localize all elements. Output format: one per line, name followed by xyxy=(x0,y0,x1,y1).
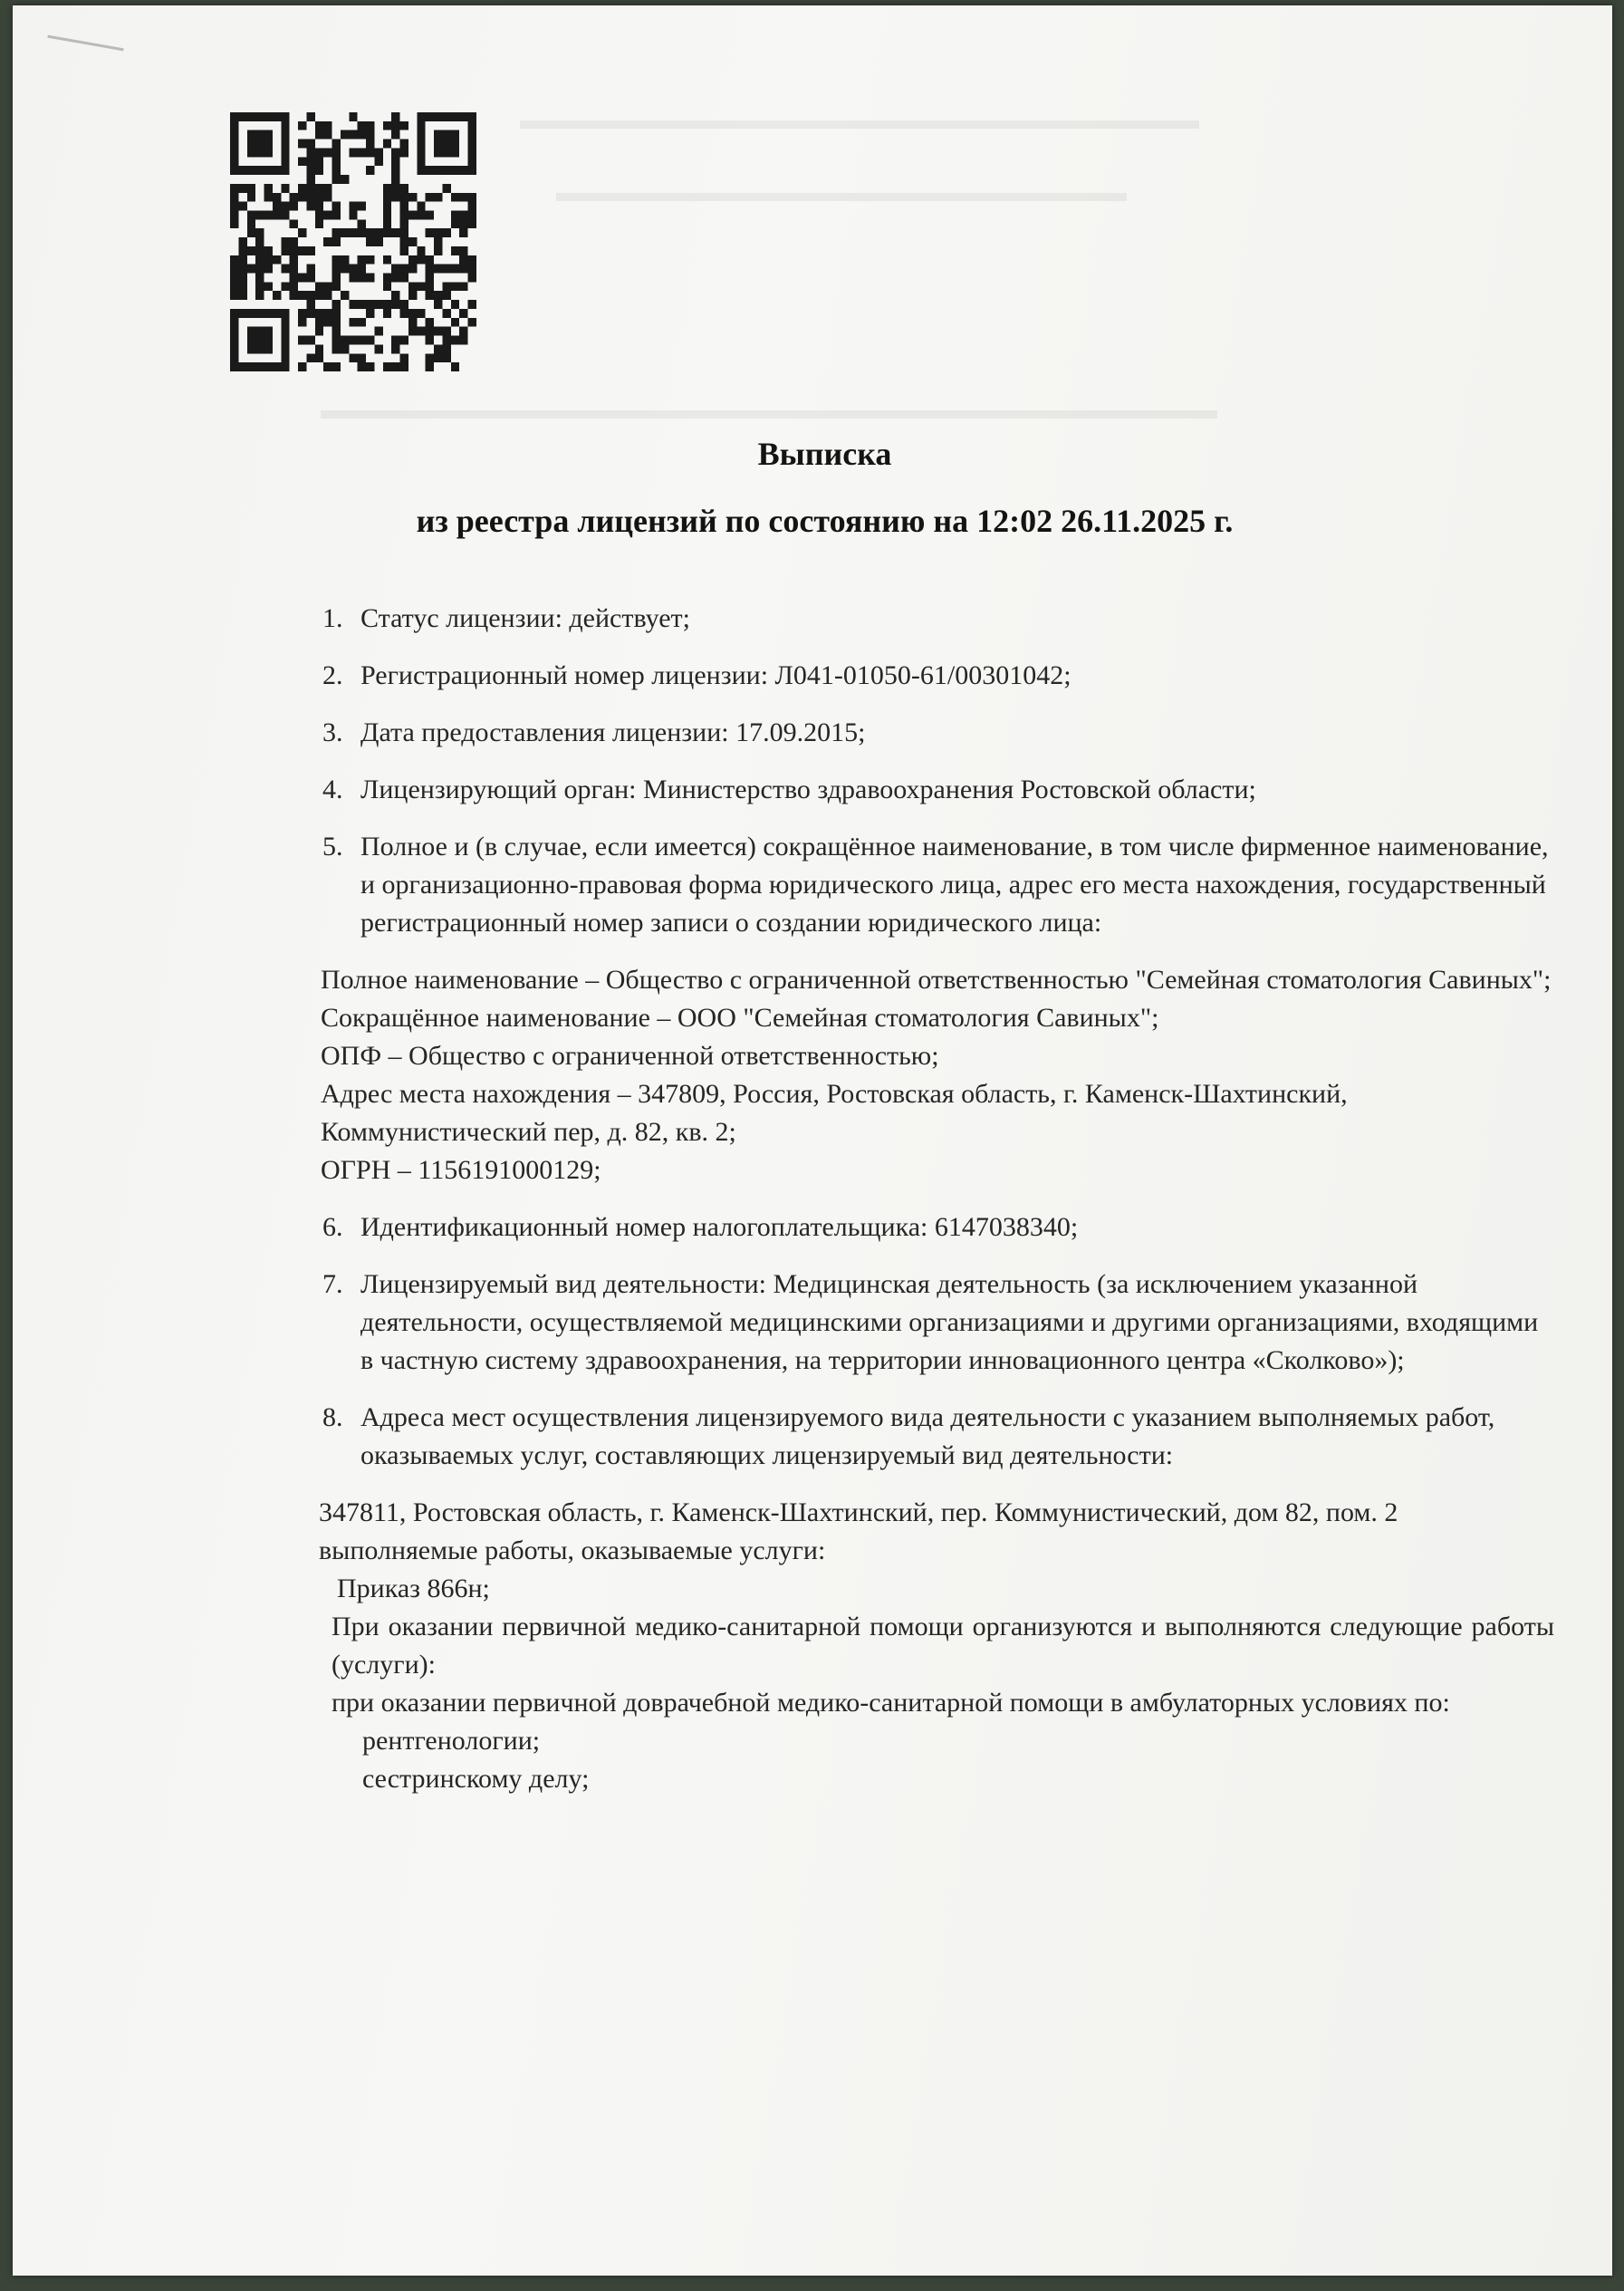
service-item: сестринскому делу; xyxy=(362,1764,590,1794)
org-full-name: Полное наименование – Общество с ограниченной ответственностью "Семейная стоматология Савиных"; xyxy=(321,965,1552,995)
list-item-text: Дата предоставления лицензии: 17.09.2015; xyxy=(360,717,866,747)
list-item-number: 1. xyxy=(322,603,343,633)
list-item-number: 6. xyxy=(322,1212,343,1242)
primary-care-text: При оказании первичной медико-санитарной помощи организуются и выполняются следующие работы (услуги): xyxy=(332,1612,1554,1680)
bleed-through-text: ▬▬▬▬▬▬▬▬▬▬▬▬▬▬▬▬▬▬▬▬▬ xyxy=(556,178,1127,207)
list-item-number: 5. xyxy=(322,832,343,862)
document-sheet xyxy=(13,5,1612,2276)
list-item xyxy=(322,1266,1554,1380)
list-item-text: Идентификационный номер налогоплательщика: 6147038340; xyxy=(360,1212,1079,1242)
list-item-text: Регистрационный номер лицензии: Л041-01050-61/00301042; xyxy=(360,660,1071,690)
list-item-text: Адреса мест осуществления лицензируемого вида деятельности с указанием выполняемых работ, оказываемых услуг, составляющих лицензируемый вид деятельности: xyxy=(360,1402,1495,1470)
org-opf: ОПФ – Общество с ограниченной ответственностью; xyxy=(321,1041,939,1071)
org-address: Адрес места нахождения – 347809, Россия, Ростовская область, г. Каменск-Шахтинский, Коммунистический пер, д. 82, кв. 2; xyxy=(321,1079,1348,1147)
bleed-through-text: ▬▬▬▬▬▬▬▬▬▬▬▬▬▬▬▬▬▬▬▬▬▬▬▬▬▬▬▬▬▬▬▬▬ xyxy=(321,395,1217,425)
list-item xyxy=(322,828,1554,942)
list-item-number: 3. xyxy=(322,717,343,747)
org-short-name: Сокращённое наименование – ООО "Семейная стоматология Савиных"; xyxy=(321,1003,1159,1033)
list-item-number: 8. xyxy=(322,1402,343,1432)
list-item xyxy=(322,771,1554,809)
service-item: рентгенологии; xyxy=(362,1726,541,1756)
organization-details xyxy=(321,961,1554,1189)
list-item-number: 7. xyxy=(322,1269,343,1299)
activity-details xyxy=(319,1494,1554,1798)
list-item-number: 2. xyxy=(322,660,343,690)
list-item xyxy=(322,714,1554,752)
prehospital-care-text: при оказании первичной доврачебной медико-санитарной помощи в амбулаторных условиях по: xyxy=(332,1688,1450,1718)
works-label: выполняемые работы, оказываемые услуги: xyxy=(319,1535,826,1565)
list-item xyxy=(322,657,1554,695)
activity-address: 347811, Ростовская область, г. Каменск-Шахтинский, пер. Коммунистический, дом 82, пом. 2 xyxy=(319,1497,1398,1527)
order-reference: Приказ 866н; xyxy=(337,1574,490,1603)
list-item-text: Лицензируемый вид деятельности: Медицинская деятельность (за исключением указанной деятельности, осуществляемой медицинскими организациями и другими организациями, входящими в частную систему здравоохранения, на территории инновационного центра «Сколково»); xyxy=(360,1269,1539,1375)
list-item xyxy=(322,600,1554,638)
paper-scratch xyxy=(47,35,123,52)
document-subtitle: из реестра лицензий по состоянию на 12:02 26.11.2025 г. xyxy=(416,503,1234,539)
document-title: Выписка xyxy=(757,436,892,472)
qr-code xyxy=(230,112,476,371)
list-item xyxy=(322,1399,1554,1475)
list-item xyxy=(322,1208,1554,1247)
org-ogrn: ОГРН – 1156191000129; xyxy=(321,1155,601,1185)
list-item-text: Лицензирующий орган: Министерство здравоохранения Ростовской области; xyxy=(360,775,1256,804)
list-item-text: Полное и (в случае, если имеется) сокращённое наименование, в том числе фирменное наименование, и организационно-правовая форма юридического лица, адрес его места нахождения, государственный регистрационный номер записи о создании юридического лица: xyxy=(360,832,1549,938)
document-body xyxy=(319,600,1554,1817)
list-item-text: Статус лицензии: действует; xyxy=(360,603,690,633)
bleed-through-text: ▬▬▬▬▬▬▬▬▬▬▬▬▬▬▬▬▬▬▬▬▬▬▬▬▬ xyxy=(520,105,1199,135)
list-item-number: 4. xyxy=(322,775,343,804)
